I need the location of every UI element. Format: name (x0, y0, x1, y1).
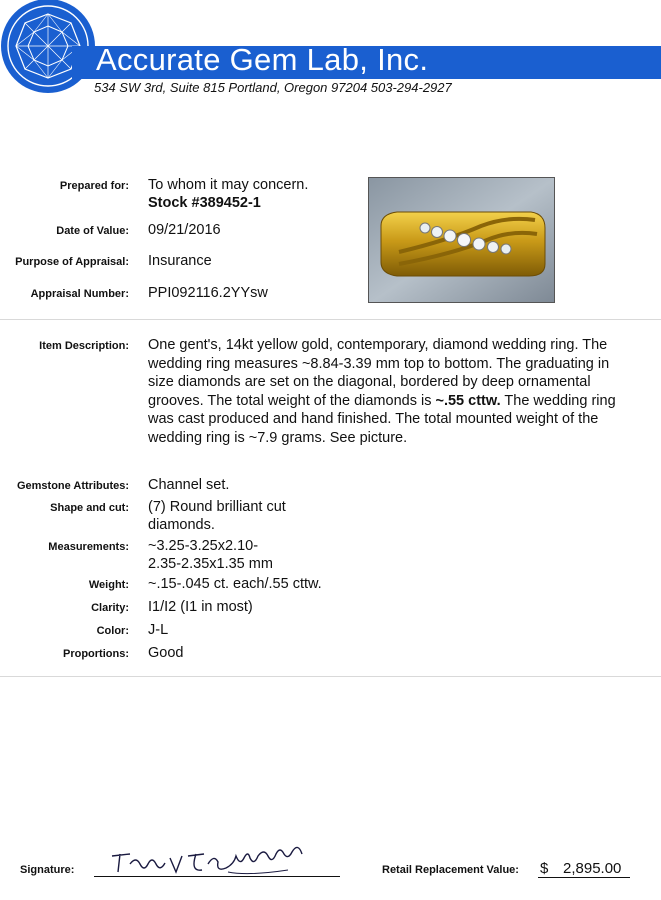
item-description (148, 336, 648, 447)
appraisal-number-value: PPI092116.2YYsw (148, 285, 268, 301)
purpose-label: Purpose of Appraisal: (15, 256, 129, 268)
section-divider (0, 319, 661, 320)
retail-replacement-value-label: Retail Replacement Value: (382, 864, 519, 876)
description-line: wedding ring measures ~8.84-3.39 mm top to bottom. The graduating in (148, 355, 610, 372)
date-of-value-label: Date of Value: (56, 225, 129, 237)
gold-diamond-ring-photo (368, 177, 555, 303)
retail-replacement-value: 2,895.00 (563, 860, 622, 877)
description-line: size diamonds are set on the diagonal, bordered by deep ornamental (148, 374, 591, 390)
date-of-value: 09/21/2016 (148, 222, 221, 238)
description-text: grooves. The total weight of the diamonds is (148, 392, 436, 409)
description-text: The wedding ring (500, 392, 616, 409)
appraisal-number-label: Appraisal Number: (30, 288, 129, 300)
signature-line (94, 876, 340, 877)
color-value: J-L (148, 622, 169, 638)
weight-label: Weight: (88, 579, 129, 591)
description-line (148, 392, 648, 411)
stock-number: Stock #389452-1 (148, 195, 261, 211)
measurements-value: ~3.25-3.25x2.10- (148, 538, 259, 554)
clarity-value: I1/I2 (I1 in most) (148, 599, 253, 615)
gemstone-attributes-label: Gemstone Attributes: (16, 480, 129, 492)
value-underline (538, 877, 630, 878)
diamond-weight-emphasis: ~.55 cttw. (435, 392, 501, 409)
item-description-label: Item Description: (39, 340, 129, 352)
color-label: Color: (96, 625, 129, 637)
proportions-label: Proportions: (63, 648, 129, 660)
company-address: 534 SW 3rd, Suite 815 Portland, Oregon 97204 503-294-2927 (94, 80, 452, 95)
shape-and-cut-label: Shape and cut: (50, 502, 129, 514)
currency-symbol: $ (540, 860, 549, 877)
measurements-label: Measurements: (48, 541, 129, 553)
purpose-value: Insurance (148, 253, 212, 269)
signature-label: Signature: (20, 864, 75, 876)
description-line: wedding ring is ~7.9 grams. See picture. (148, 429, 408, 446)
prepared-for-value: To whom it may concern. (148, 177, 309, 193)
gemstone-attributes-value: Channel set. (148, 477, 230, 493)
prepared-for-label: Prepared for: (59, 180, 129, 192)
measurements-value: 2.35-2.35x1.35 mm (148, 556, 273, 572)
handwritten-signature (108, 842, 308, 878)
proportions-value: Good (148, 645, 184, 661)
description-line: One gent's, 14kt yellow gold, contemporary, diamond wedding ring. The (148, 337, 608, 353)
shape-and-cut-value: diamonds. (148, 517, 215, 533)
section-divider (0, 676, 661, 677)
description-line: was cast produced and hand finished. The total mounted weight of the (148, 411, 599, 427)
weight-value: ~.15-.045 ct. each/.55 cttw. (148, 576, 322, 592)
shape-and-cut-value: (7) Round brilliant cut (148, 499, 286, 515)
clarity-label: Clarity: (91, 602, 129, 614)
company-name: Accurate Gem Lab, Inc. (96, 42, 429, 77)
